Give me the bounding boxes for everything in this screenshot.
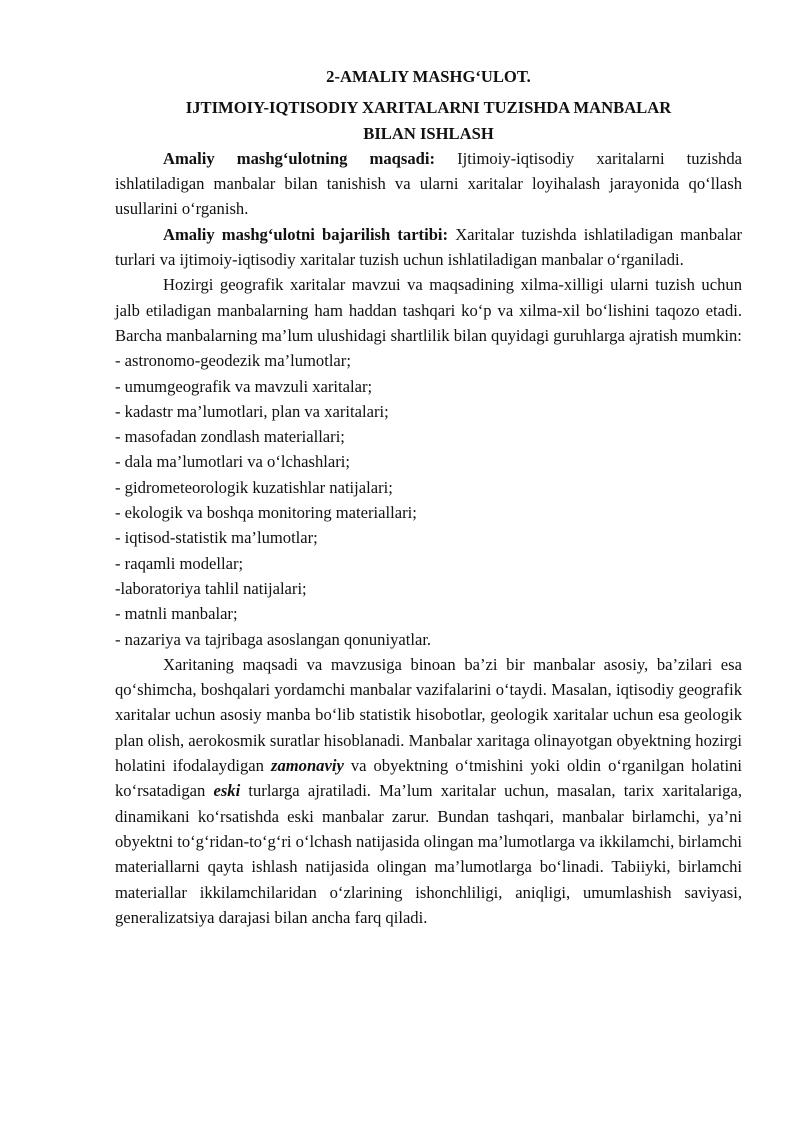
list-item: - raqamli modellar; [115, 553, 244, 573]
list-item: - umumgeografik va mavzuli xaritalar; [115, 376, 373, 396]
old-term: eski [213, 781, 241, 801]
final-text-part3: turlarga ajratiladi. Ma’lum xaritalar uchun, masalan, tarix xaritalariga, dinamikani ko‘rsatishda eski manbalar zarur. Bundan tashqari, manbalar birlamchi, ya’ni obyektni to‘g‘ridan-to‘g‘ri o‘lchash natijasida olingan ma’lumotlarga va ikkilamchi, birlamchi materiallarni qayta ishlash natijasida olingan ma’lumotlarga bo‘linadi. Tabiiyki, birlamchi materiallar ikkilamchilaridan o‘zlarining ishonchliligi, aniqligi, umumlashish saviyasi, generalizatsiya darajasi bilan ancha farq qiladi. [115, 781, 742, 927]
document-title: 2-AMALIY MASHG‘ULOT. [326, 67, 531, 86]
list-item: - matnli manbalar; [115, 604, 238, 624]
purpose-text: Ijtimoiy-iqtisodiy xaritalarni tuzishda ishlatiladigan manbalar bilan tanishish va ularni xaritalar loyihalash jarayonida qo‘llash usullarini o‘rganish. [115, 148, 742, 219]
list-item: - iqtisod-statistik ma’lumotlar; [115, 528, 318, 548]
list-item: - gidrometeorologik kuzatishlar natijalari; [115, 477, 393, 497]
intro-paragraph: Hozirgi geografik xaritalar mavzui va maqsadining xilma-xilligi ularni tuzish uchun jalb etiladigan manbalarning ham haddan tashqari ko‘p va xilma-xil bo‘lishini taqozo etadi. Barcha manbalarning ma’lum ulushidagi shartlilik bilan quyidagi guruhlarga ajratish mumkin: [115, 275, 742, 345]
order-label: Amaliy mashg‘ulotni bajarilish tartibi: [163, 224, 449, 244]
final-paragraph [115, 652, 742, 930]
modern-term: zamonaviy [270, 756, 344, 776]
list-item: - astronomo-geodezik ma’lumotlar; [115, 351, 351, 371]
purpose-paragraph [115, 146, 742, 222]
list-item: - nazariya va tajribaga asoslangan qonuniyatlar. [115, 629, 432, 649]
list-item: - kadastr ma’lumotlari, plan va xaritalari; [115, 401, 389, 421]
order-paragraph [115, 222, 742, 273]
final-text-part2: va obyektning o‘tmishini yoki oldin o‘rganilgan holatini ko‘rsatadigan [115, 756, 742, 801]
purpose-label: Amaliy mashg‘ulotning maqsadi: [163, 148, 436, 168]
list-item: - dala ma’lumotlari va o‘lchashlari; [115, 452, 350, 472]
order-text: Xaritalar tuzishda ishlatiladigan manbalar turlari va ijtimoiy-iqtisodiy xaritalar tuzish uchun ishlatiladigan manbalar o‘rganiladi. [115, 224, 742, 270]
final-text-part1: Xaritaning maqsadi va mavzusiga binoan ba’zi bir manbalar asosiy, ba’zilari esa qo‘shimcha, boshqalari yordamchi manbalar vazifalarini o‘taydi. Masalan, iqtisodiy geografik xaritalar uchun asosiy manba bo‘lib statistik hisobotlar, geologik xaritalar uchun esa geologik plan olish, aerokosmik suratlar hisoblanadi. Manbalar xaritaga olinayotgan obyektning hozirgi holatini ifodalaydigan [115, 654, 742, 776]
list-item: - ekologik va boshqa monitoring materiallari; [115, 503, 417, 523]
document-subtitle-line2: BILAN ISHLASH [363, 123, 494, 143]
list-item: -laboratoriya tahlil natijalari; [115, 578, 307, 598]
source-groups-list [115, 348, 742, 652]
list-item: - masofadan zondlash materiallari; [115, 427, 345, 447]
document-page [115, 64, 742, 930]
document-subtitle-line1: IJTIMOIY-IQTISODIY XARITALARNI TUZISHDA MANBALAR [185, 98, 672, 118]
